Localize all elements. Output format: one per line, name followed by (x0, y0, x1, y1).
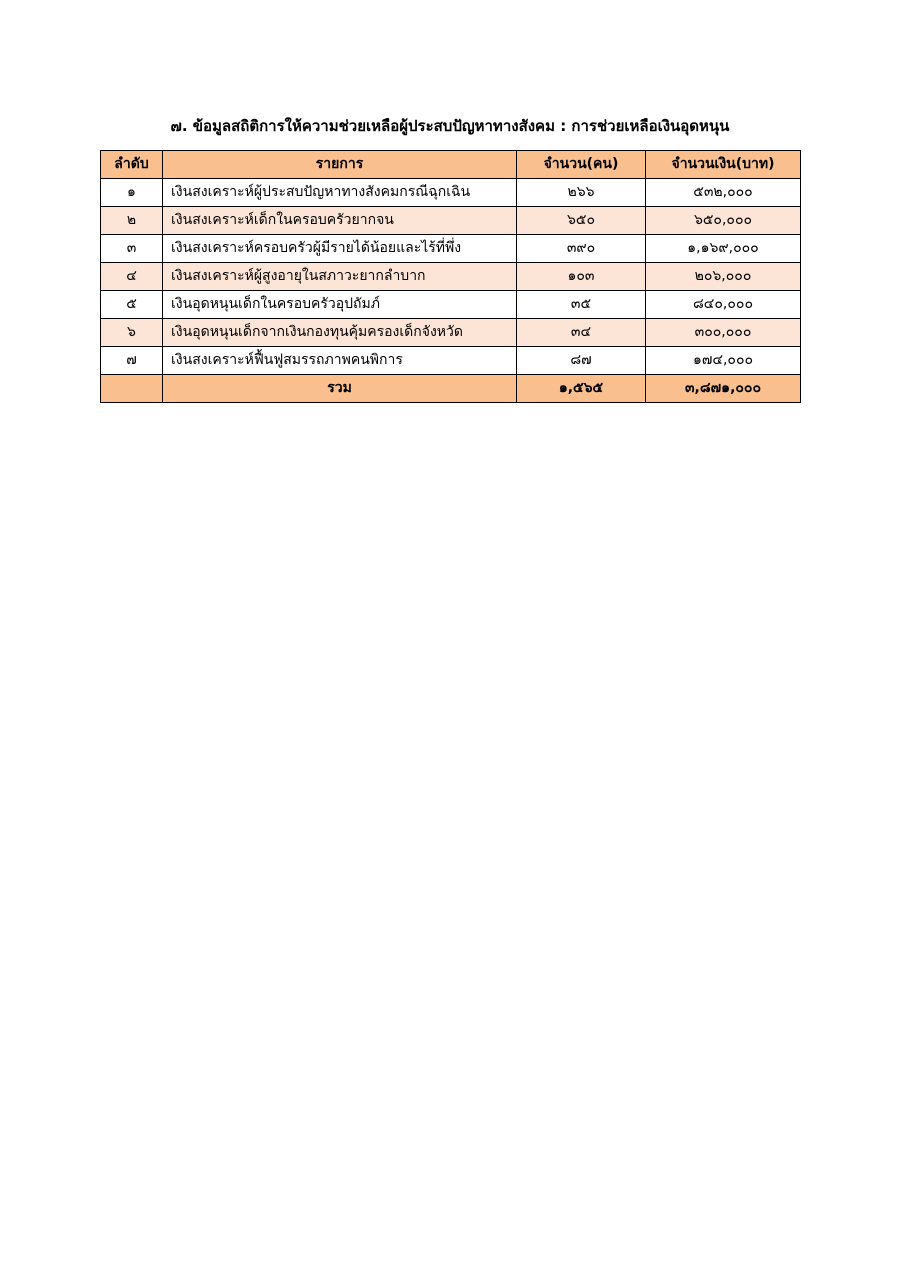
total-empty-cell (101, 375, 163, 403)
table-row (101, 235, 801, 263)
row-no: ๒ (101, 207, 163, 235)
row-no: ๔ (101, 263, 163, 291)
table-row (101, 179, 801, 207)
row-item: เงินอุดหนุนเด็กจากเงินกองทุนคุ้มครองเด็กจังหวัด (163, 319, 517, 347)
row-persons: ๘๗ (517, 347, 646, 375)
total-amount: ๓,๘๗๑,๐๐๐ (646, 375, 801, 403)
row-persons: ๒๖๖ (517, 179, 646, 207)
row-item: เงินสงเคราะห์ครอบครัวผู้มีรายได้น้อยและไร้ที่พึ่ง (163, 235, 517, 263)
table-row (101, 263, 801, 291)
row-item: เงินสงเคราะห์ผู้สูงอายุในสภาวะยากลำบาก (163, 263, 517, 291)
row-amount: ๖๕๐,๐๐๐ (646, 207, 801, 235)
header-row (101, 151, 801, 179)
table-row (101, 207, 801, 235)
header-amount: จำนวนเงิน(บาท) (646, 151, 801, 179)
total-label: รวม (163, 375, 517, 403)
row-amount: ๒๐๖,๐๐๐ (646, 263, 801, 291)
row-amount: ๑,๑๖๙,๐๐๐ (646, 235, 801, 263)
row-amount: ๘๔๐,๐๐๐ (646, 291, 801, 319)
table-row (101, 319, 801, 347)
row-amount: ๑๗๔,๐๐๐ (646, 347, 801, 375)
page-title: ๗. ข้อมูลสถิติการให้ความช่วยเหลือผู้ประสบปัญหาทางสังคม : การช่วยเหลือเงินอุดหนุน (170, 117, 730, 135)
row-amount: ๕๓๒,๐๐๐ (646, 179, 801, 207)
row-persons: ๓๙๐ (517, 235, 646, 263)
row-persons: ๑๐๓ (517, 263, 646, 291)
row-no: ๗ (101, 347, 163, 375)
row-item: เงินอุดหนุนเด็กในครอบครัวอุปถัมภ์ (163, 291, 517, 319)
row-persons: ๖๕๐ (517, 207, 646, 235)
table-row (101, 291, 801, 319)
table-row (101, 347, 801, 375)
header-no: ลำดับ (101, 151, 163, 179)
row-no: ๓ (101, 235, 163, 263)
row-no: ๕ (101, 291, 163, 319)
row-amount: ๓๐๐,๐๐๐ (646, 319, 801, 347)
row-item: เงินสงเคราะห์เด็กในครอบครัวยากจน (163, 207, 517, 235)
total-persons: ๑,๕๖๕ (517, 375, 646, 403)
row-persons: ๓๔ (517, 319, 646, 347)
row-item: เงินสงเคราะห์ผู้ประสบปัญหาทางสังคมกรณีฉุกเฉิน (163, 179, 517, 207)
total-row (101, 375, 801, 403)
assistance-table (100, 150, 801, 403)
header-persons: จำนวน(คน) (517, 151, 646, 179)
row-no: ๖ (101, 319, 163, 347)
row-persons: ๓๕ (517, 291, 646, 319)
header-item: รายการ (163, 151, 517, 179)
row-no: ๑ (101, 179, 163, 207)
row-item: เงินสงเคราะห์ฟื้นฟูสมรรถภาพคนพิการ (163, 347, 517, 375)
